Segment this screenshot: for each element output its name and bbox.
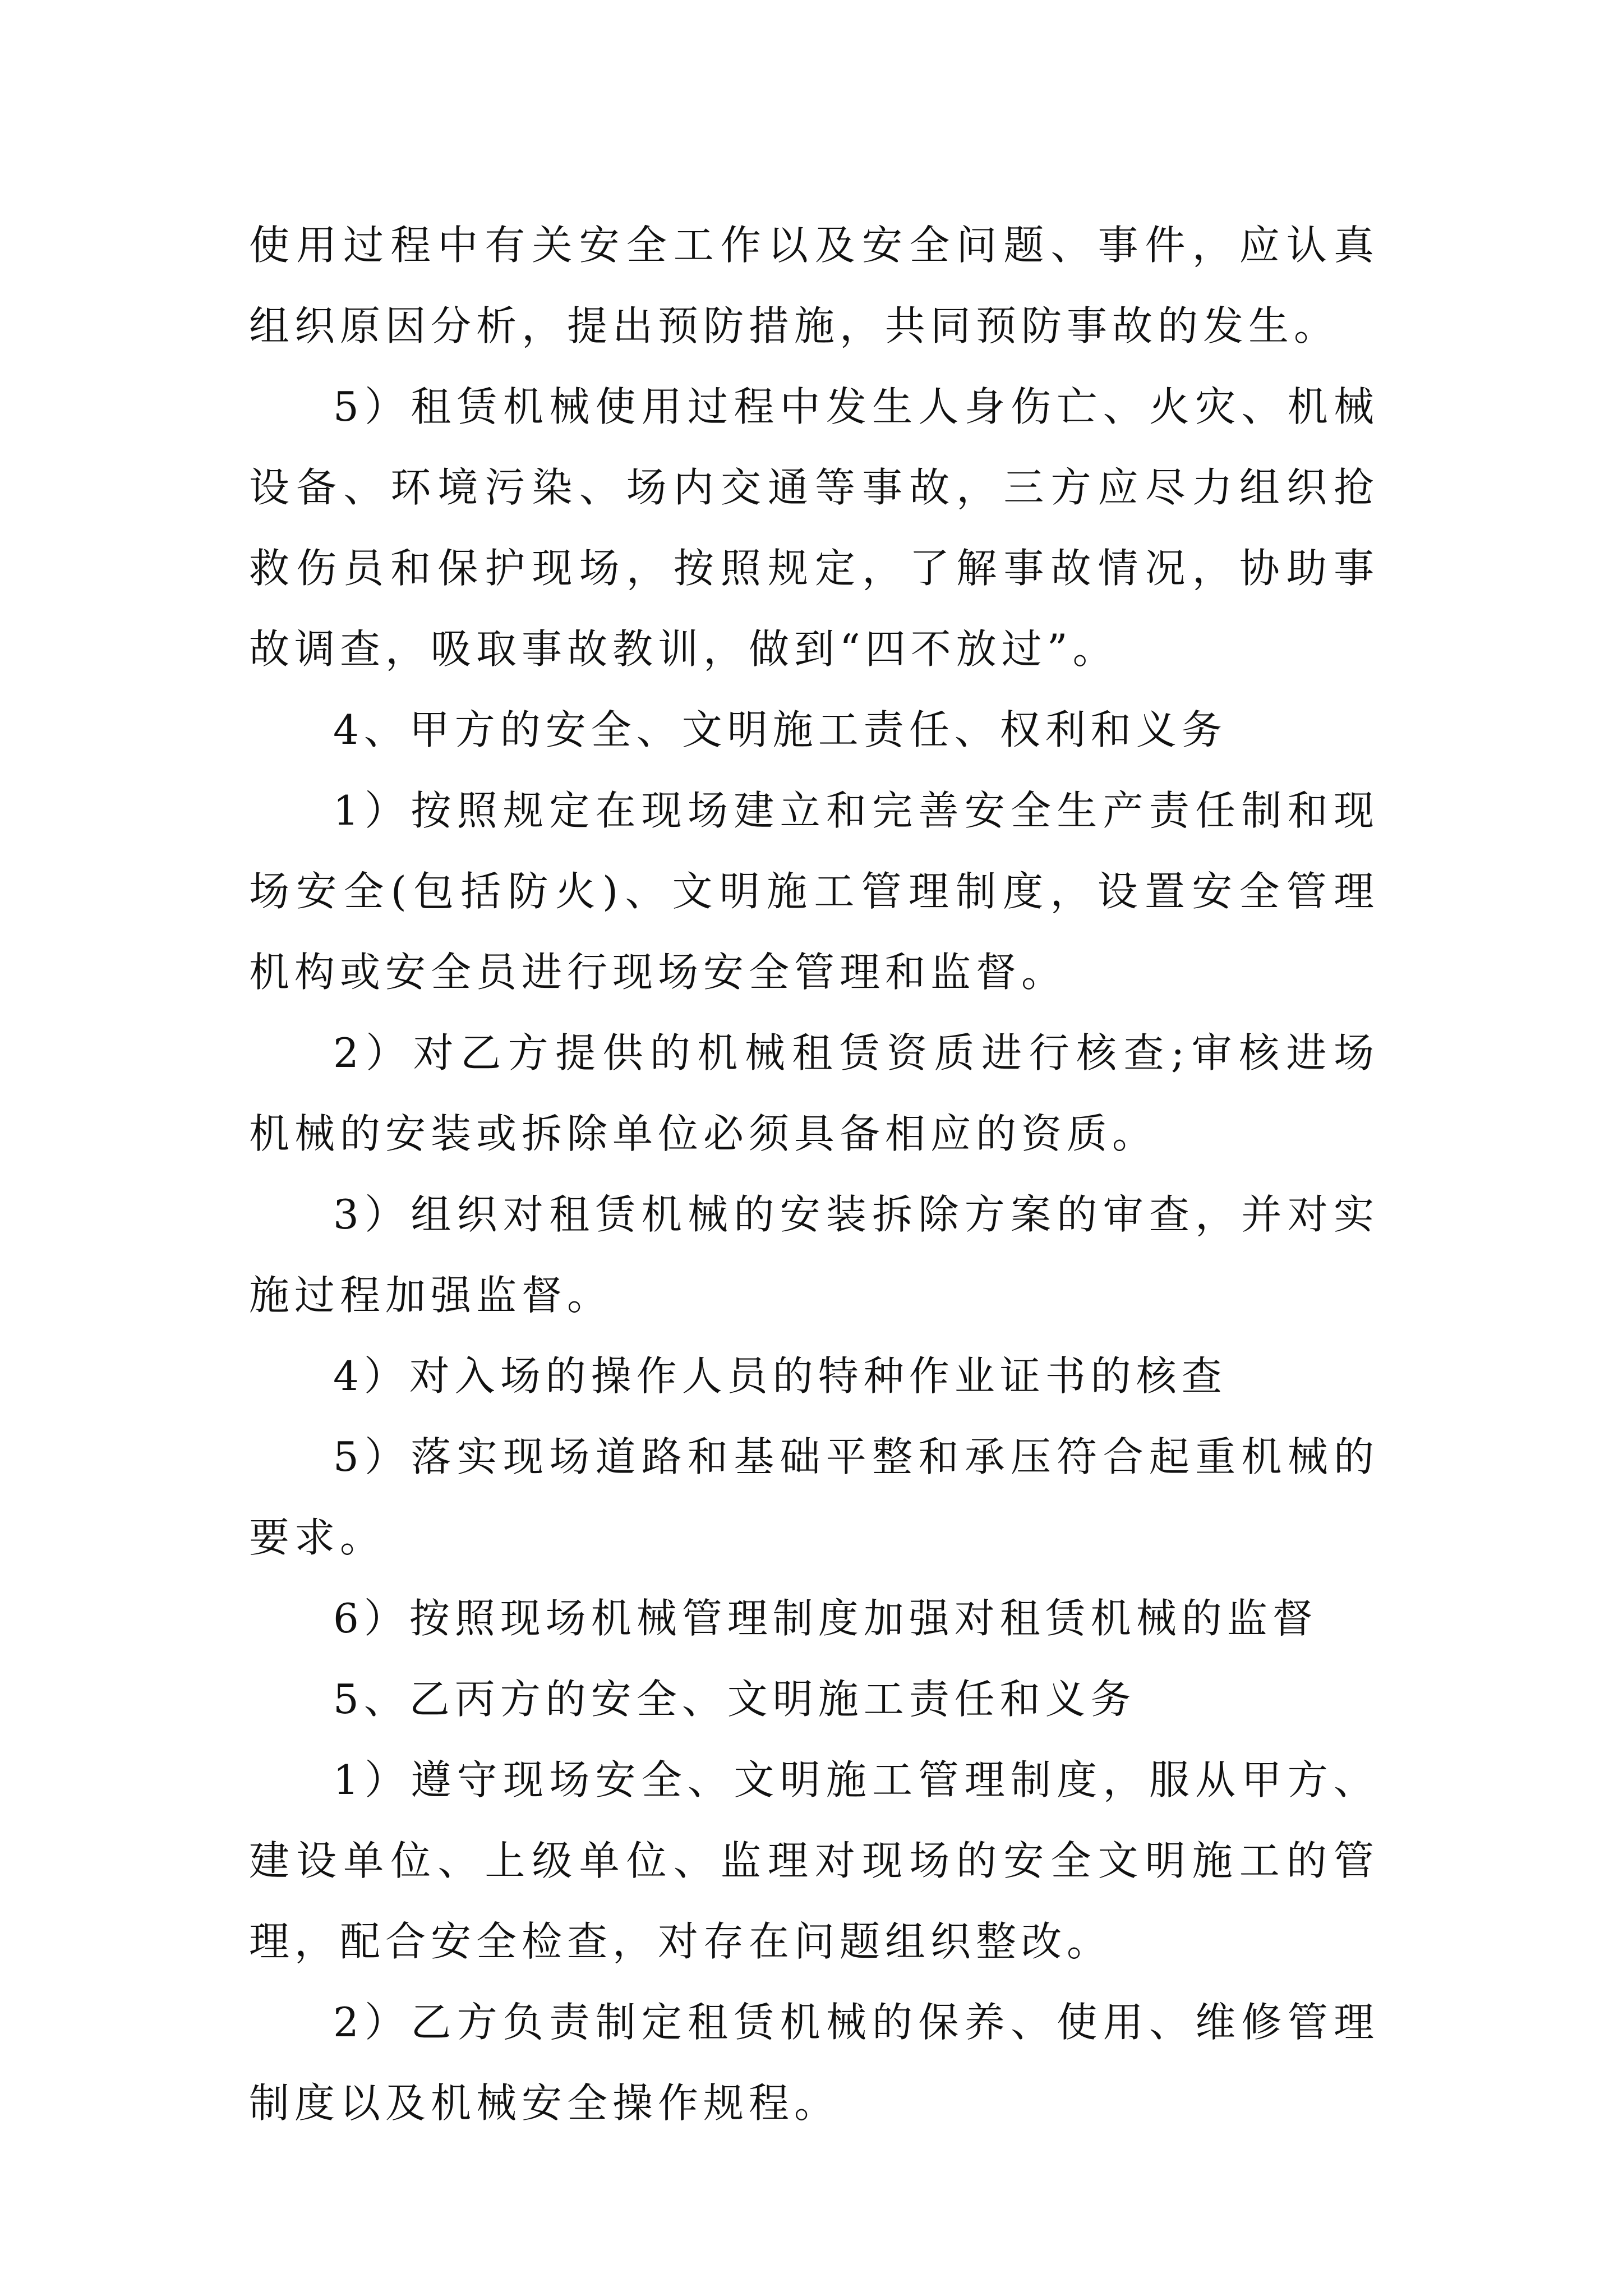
paragraph-item-2-maintenance-rules: 2）乙方负责制定租赁机械的保养、使用、维修管理制度以及机械安全操作规程。: [249, 1999, 1379, 2127]
paragraph-item-5-road-foundation: 5）落实现场道路和基础平整和承压符合起重机械的要求。: [249, 1433, 1379, 1561]
paragraph-item-1-safety-system: 1）按照规定在现场建立和完善安全生产责任制和现场安全(包括防火)、文明施工管理制度，设置安全管理机构或安全员进行现场安全管理和监督。: [249, 787, 1379, 996]
paragraph-item-5-accident-handling: 5）租赁机械使用过程中发生人身伤亡、火灾、机械设备、环境污染、场内交通等事故，三方应尽力组织抢救伤员和保护现场，按照规定，了解事故情况，协助事故调查，吸取事故教训，做到“四不放过”。: [249, 383, 1379, 673]
paragraph-item-4-certificate-check: 4）对入场的操作人员的特种作业证书的核查: [333, 1352, 1227, 1400]
paragraph-item-3-plan-review: 3）组织对租赁机械的安装拆除方案的审查，并对实施过程加强监督。: [249, 1191, 1379, 1319]
section-heading-4-party-a: 4、甲方的安全、文明施工责任、权利和义务: [333, 706, 1227, 753]
paragraph-continuation: 使用过程中有关安全工作以及安全问题、事件，应认真组织原因分析，提出预防措施，共同预防事故的发生。: [249, 222, 1379, 349]
paragraph-item-6-supervision: 6）按照现场机械管理制度加强对租赁机械的监督: [333, 1595, 1318, 1642]
paragraph-item-2-qualification-check: 2）对乙方提供的机械租赁资质进行核查;审核进场机械的安装或拆除单位必须具备相应的资质。: [249, 1029, 1379, 1157]
paragraph-item-1-compliance: 1）遵守现场安全、文明施工管理制度，服从甲方、建设单位、上级单位、监理对现场的安全文明施工的管理，配合安全检查，对存在问题组织整改。: [249, 1756, 1379, 1965]
document-body: [249, 205, 1379, 2143]
section-heading-5-party-b-c: 5、乙丙方的安全、文明施工责任和义务: [333, 1676, 1136, 1723]
